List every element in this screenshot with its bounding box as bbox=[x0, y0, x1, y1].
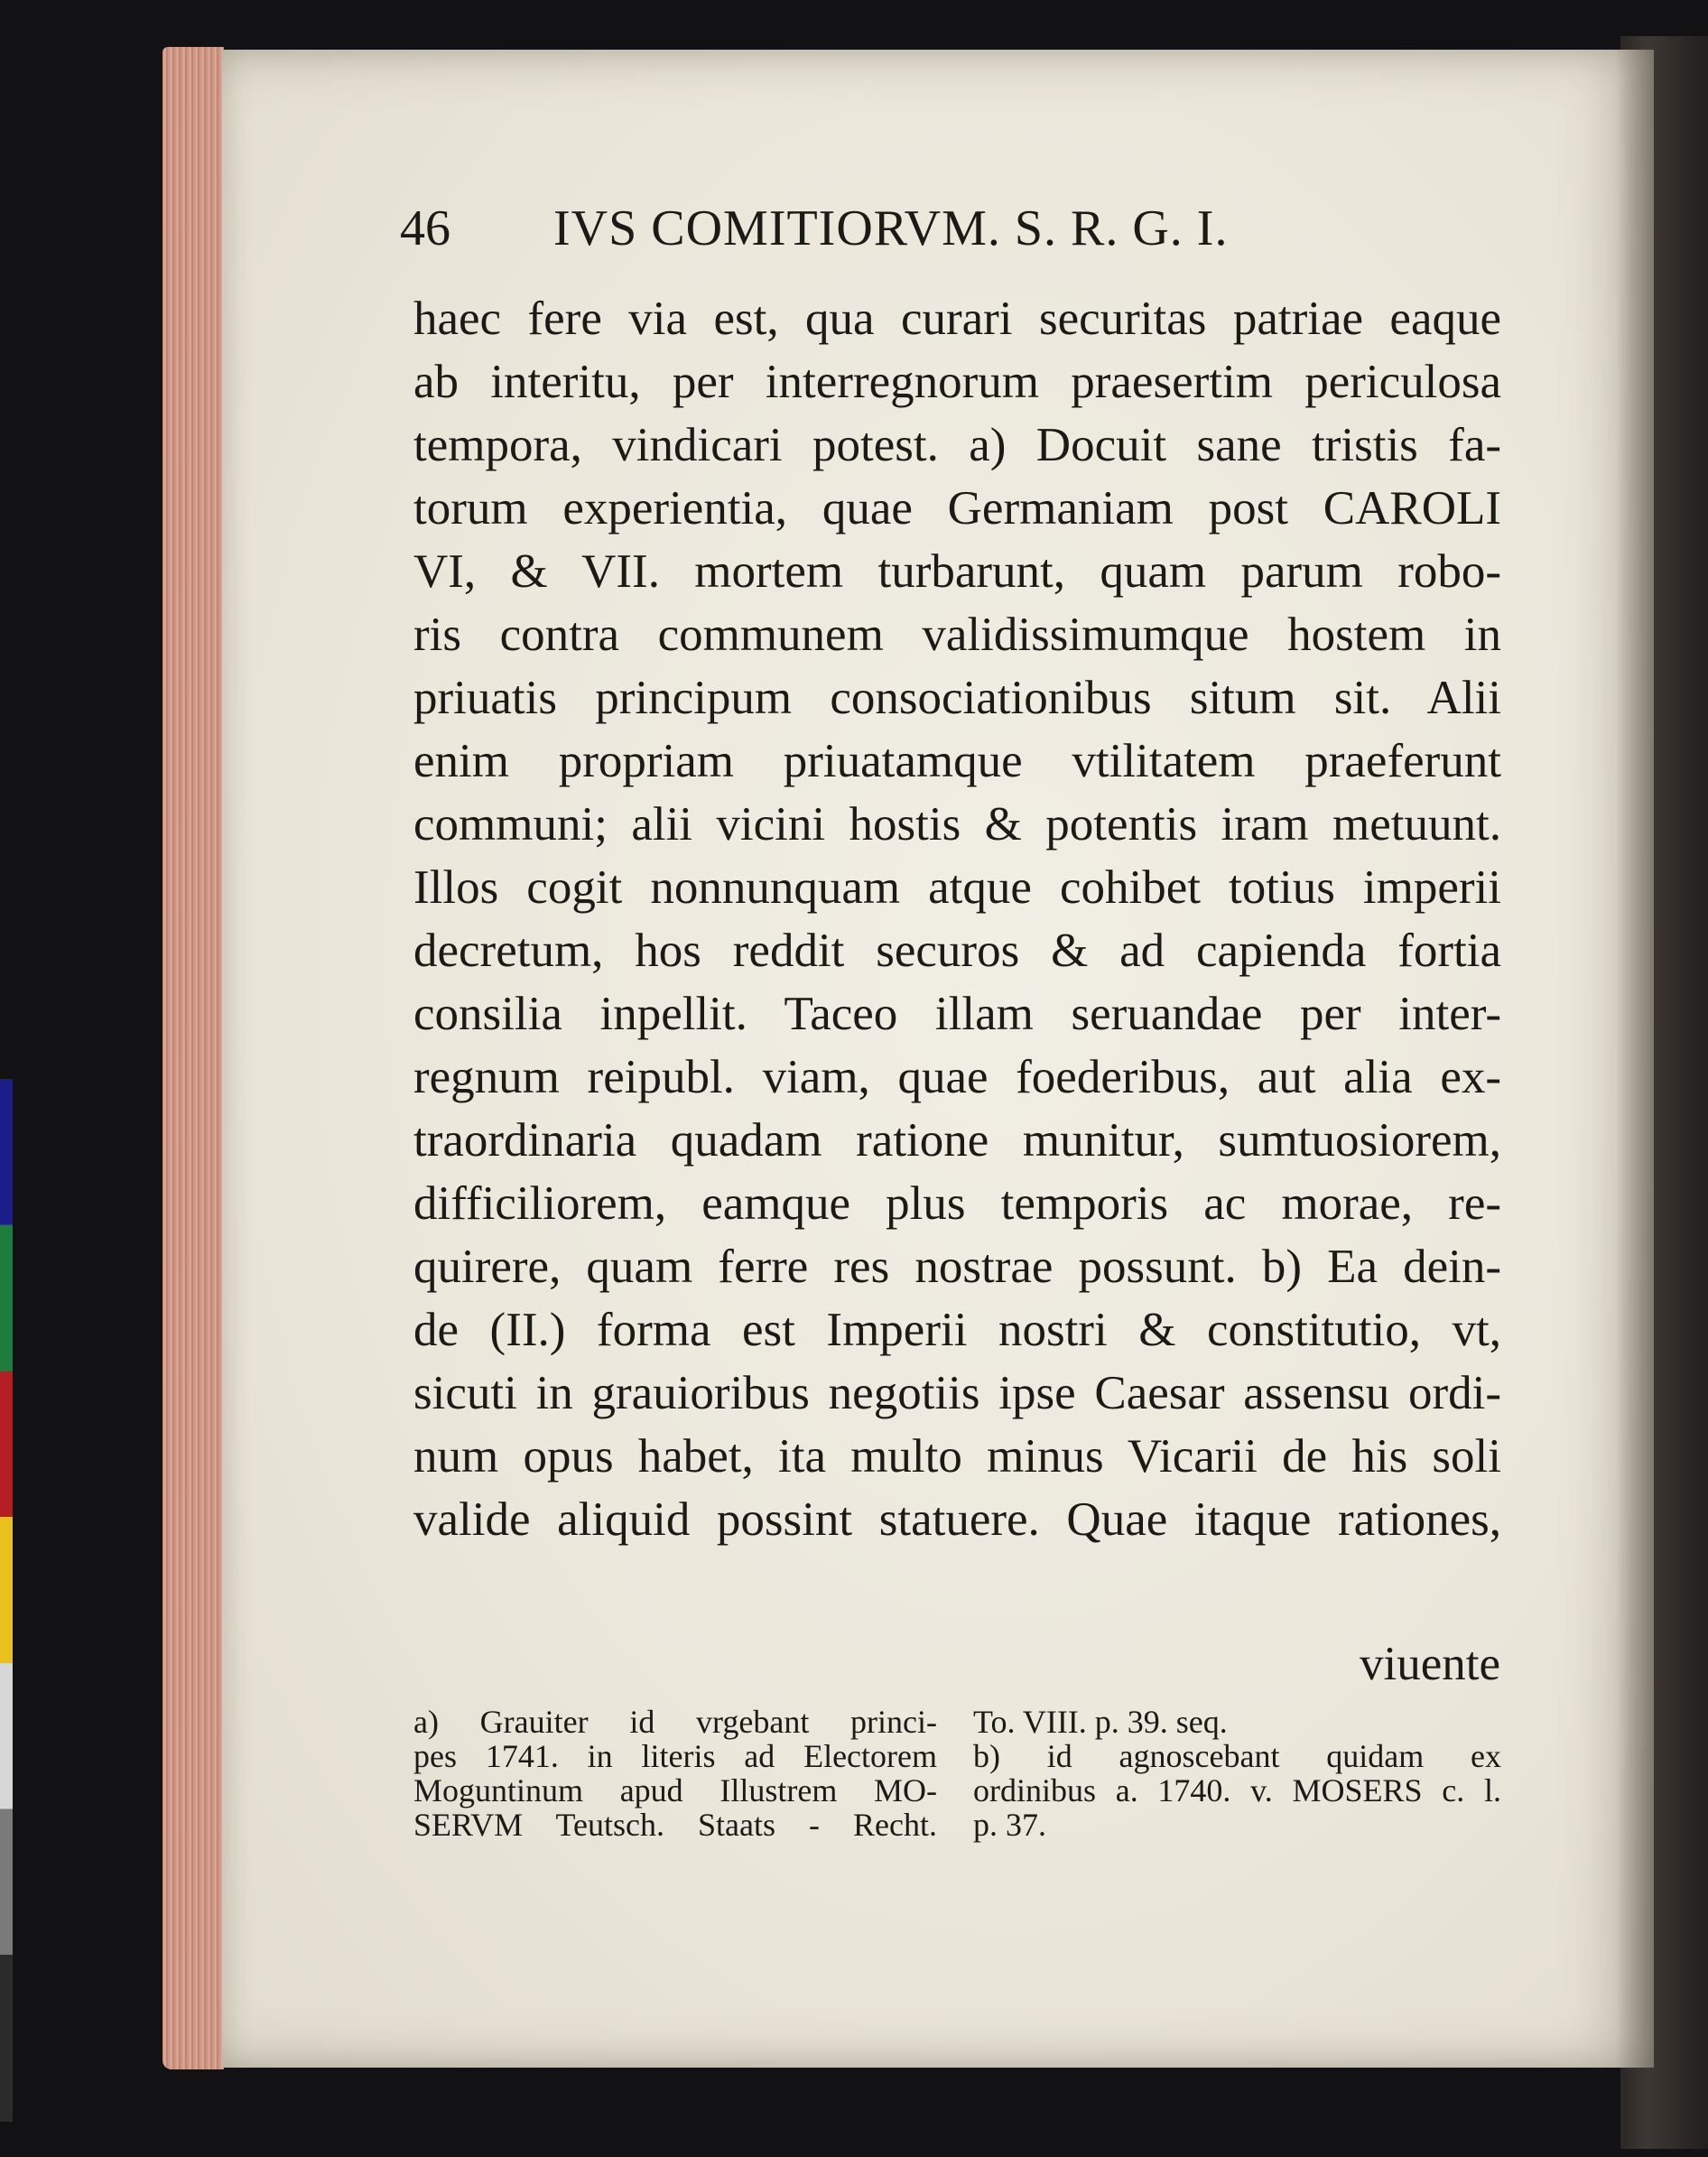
body-line: Illos cogit nonnunquam atque cohibet totius imperii bbox=[413, 861, 1501, 914]
body-line: consilia inpellit. Taceo illam seruandae per inter- bbox=[413, 988, 1501, 1040]
body-line: decretum, hos reddit securos & ad capienda fortia bbox=[413, 925, 1501, 977]
page-number: 46 bbox=[400, 200, 450, 256]
body-line: quirere, quam ferre res nostrae possunt. b) Ea dein- bbox=[413, 1241, 1501, 1293]
footnotes bbox=[413, 1705, 1501, 1849]
footnote-column-left bbox=[413, 1705, 937, 1842]
footnote-line: ordinibus a. 1740. v. MOSERS c. l. bbox=[973, 1772, 1501, 1808]
body-line: torum experientia, quae Germaniam post CAROLI bbox=[413, 482, 1501, 535]
footnote-line: p. 37. bbox=[973, 1807, 1046, 1843]
running-head-title: IVS COMITIORVM. S. R. G. I. bbox=[553, 200, 1229, 256]
footnote-column-right bbox=[973, 1705, 1501, 1842]
body-line: VI, & VII. mortem turbarunt, quam parum robo- bbox=[413, 545, 1501, 598]
body-line: de (II.) forma est Imperii nostri & constitutio, vt, bbox=[413, 1304, 1501, 1356]
body-text bbox=[413, 287, 1501, 1551]
body-line: priuatis principum consociationibus situm sit. Alii bbox=[413, 672, 1501, 724]
body-line: haec fere via est, qua curari securitas patriae eaque bbox=[413, 293, 1501, 345]
body-line: ris contra communem validissimumque hostem in bbox=[413, 609, 1501, 661]
footnote-line: a) Grauiter id vrgebant princi- bbox=[413, 1704, 937, 1740]
body-line: enim propriam priuatamque vtilitatem praeferunt bbox=[413, 735, 1501, 787]
body-line: num opus habet, ita multo minus Vicarii de his soli bbox=[413, 1430, 1501, 1483]
body-line: communi; alii vicini hostis & potentis iram metuunt. bbox=[413, 798, 1501, 851]
footnote-line: To. VIII. p. 39. seq. bbox=[973, 1704, 1228, 1740]
body-line: sicuti in grauioribus negotiis ipse Caesar assensu ordi- bbox=[413, 1367, 1501, 1419]
footnote-line: b) id agnoscebant quidam ex bbox=[973, 1738, 1501, 1774]
body-line: ab interitu, per interregnorum praesertim periculosa bbox=[413, 356, 1501, 408]
footnote-line: pes 1741. in literis ad Electorem bbox=[413, 1738, 937, 1774]
running-head bbox=[400, 197, 1321, 260]
body-line: valide aliquid possint statuere. Quae itaque rationes, bbox=[413, 1493, 1501, 1546]
body-line: tempora, vindicari potest. a) Docuit sane tristis fa- bbox=[413, 419, 1501, 471]
footnote-line: SERVM Teutsch. Staats - Recht. bbox=[413, 1807, 937, 1843]
body-line: traordinaria quadam ratione munitur, sumtuosiorem, bbox=[413, 1114, 1501, 1167]
body-line: regnum reipubl. viam, quae foederibus, aut alia ex- bbox=[413, 1051, 1501, 1103]
catchword: viuente bbox=[1360, 1638, 1500, 1690]
footnote-line: Moguntinum apud Illustrem MO- bbox=[413, 1772, 937, 1808]
body-line: difficiliorem, eamque plus temporis ac morae, re- bbox=[413, 1177, 1501, 1230]
